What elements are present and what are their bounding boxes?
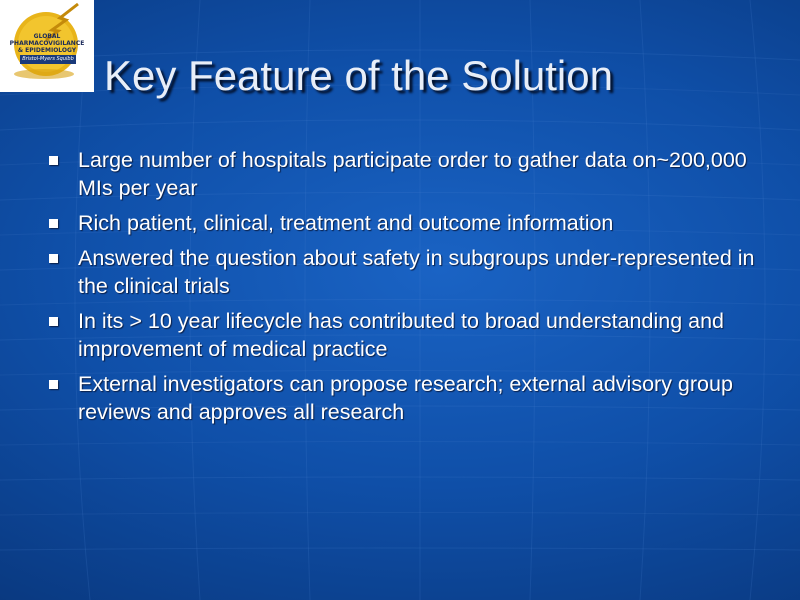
- bullet-square-icon: [49, 254, 58, 263]
- bullet-item: [46, 146, 766, 202]
- bullet-text: Large number of hospitals participate order to gather data on~200,000 MIs per year: [78, 148, 747, 200]
- logo-text-line3: & EPIDEMIOLOGY: [17, 47, 77, 54]
- bullet-item: [46, 370, 766, 426]
- bullet-square-icon: [49, 380, 58, 389]
- bullet-item: [46, 307, 766, 363]
- slide-title: Key Feature of the Solution: [104, 52, 613, 99]
- logo-tagline: Bristol-Myers Squibb: [20, 55, 76, 64]
- company-logo: [0, 0, 94, 92]
- logo-text-line2: PHARMACOVIGILANCE: [9, 40, 85, 47]
- bullet-text: Rich patient, clinical, treatment and outcome information: [78, 211, 614, 235]
- bullet-item: [46, 209, 766, 237]
- bullet-text: External investigators can propose research; external advisory group reviews and approves all research: [78, 372, 733, 424]
- bullet-list: [46, 146, 766, 433]
- bullet-square-icon: [49, 156, 58, 165]
- bullet-square-icon: [49, 317, 58, 326]
- bullet-square-icon: [49, 219, 58, 228]
- bullet-text: Answered the question about safety in subgroups under-represented in the clinical trials: [78, 246, 755, 298]
- bullet-item: [46, 244, 766, 300]
- logo-text-line1: GLOBAL: [33, 33, 61, 40]
- bullet-text: In its > 10 year lifecycle has contributed to broad understanding and improvement of medical practice: [78, 309, 725, 361]
